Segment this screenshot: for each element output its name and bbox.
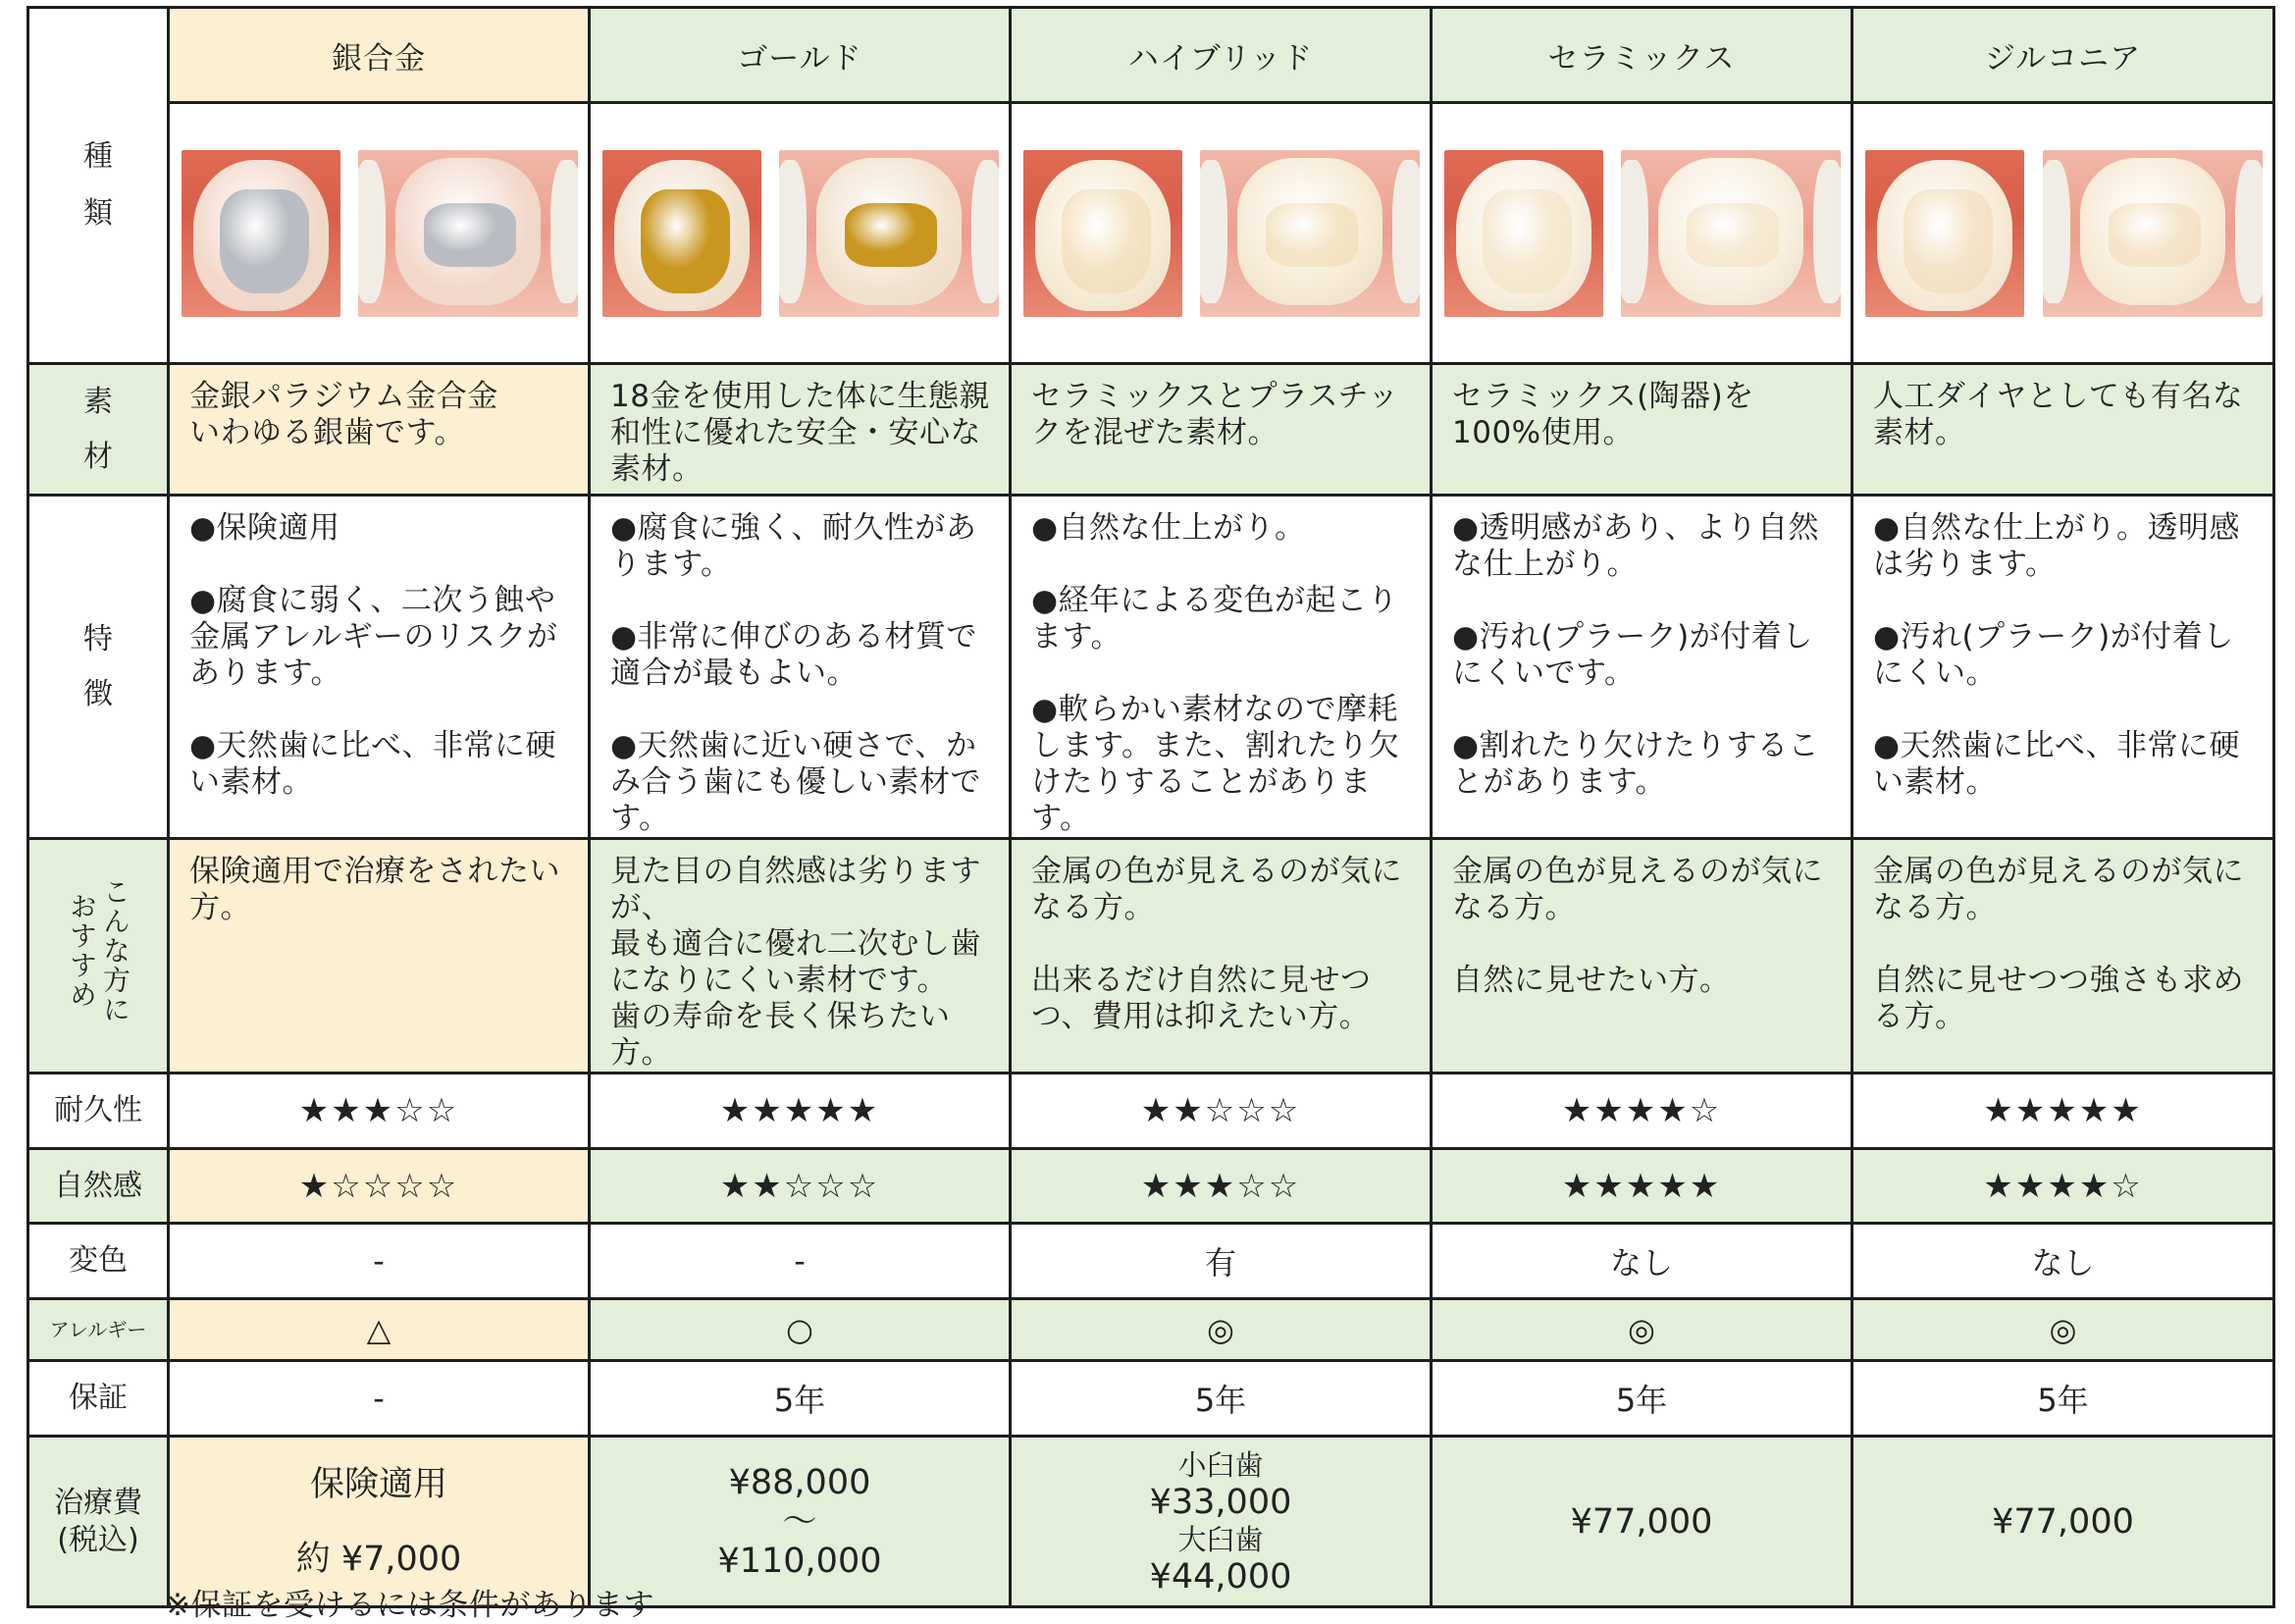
cost-silver-line-2 <box>170 1504 588 1540</box>
material-header-gold: ゴールド <box>590 8 1011 103</box>
cost-gold-line-1: ¥88,000 <box>728 1462 871 1502</box>
recommend-text-gold: 見た目の自然感は劣りますが、 最も適合に優れ二次むし歯になりにくい素材です。 歯の寿命を長く保ちたい方。 <box>590 839 1011 1074</box>
discoloration-hybrid: 有 <box>1011 1224 1432 1299</box>
tooth-photo-side-hybrid <box>1023 150 1182 317</box>
row-label-cost-2: (税込) <box>57 1522 139 1557</box>
cost-silver-line-3: 約 ¥7,000 <box>295 1539 462 1579</box>
naturalness-rating-silver: ★☆☆☆☆ <box>169 1149 590 1224</box>
warranty-hybrid: 5年 <box>1011 1361 1432 1437</box>
tooth-photo-top-ceramics <box>1621 150 1841 317</box>
row-label-features-1: 特 <box>83 621 113 656</box>
header-row <box>28 8 2274 103</box>
row-label-recommend <box>28 839 169 1074</box>
material-row <box>28 364 2274 496</box>
row-label-discoloration: 変色 <box>28 1224 169 1299</box>
row-label-warranty: 保証 <box>28 1361 169 1437</box>
row-label-features-2: 徴 <box>83 676 113 711</box>
cost-gold-line-3: ¥110,000 <box>717 1541 882 1581</box>
durability-rating-hybrid: ★★☆☆☆ <box>1011 1074 1432 1149</box>
cost-gold-line-2: ～ <box>782 1501 817 1542</box>
warranty-zirconia: 5年 <box>1852 1361 2274 1437</box>
row-label-durability: 耐久性 <box>28 1074 169 1149</box>
recommend-text-zirconia: 金属の色が見えるのが気になる方。 自然に見せつつ強さも求める方。 <box>1852 839 2274 1074</box>
row-label-material-1: 素 <box>83 384 113 419</box>
photo-row <box>28 103 2274 364</box>
row-label-features <box>28 496 169 839</box>
durability-rating-silver: ★★★☆☆ <box>169 1074 590 1149</box>
row-label-kind-2: 類 <box>83 196 113 231</box>
material-text-silver: 金銀パラジウム金合金 いわゆる銀歯です。 <box>169 364 590 496</box>
cost-hybrid-line-1: 小臼歯 <box>1177 1447 1264 1482</box>
naturalness-rating-hybrid: ★★★☆☆ <box>1011 1149 1432 1224</box>
tooth-photo-side-gold <box>602 150 761 317</box>
row-label-recommend-text: こんな方におすすめ <box>66 877 131 1025</box>
allergy-hybrid: ◎ <box>1011 1299 1432 1361</box>
discoloration-ceramics: なし <box>1432 1224 1852 1299</box>
recommend-row <box>28 839 2274 1074</box>
tooth-photo-top-hybrid <box>1200 150 1420 317</box>
warranty-gold: 5年 <box>590 1361 1011 1437</box>
features-text-zirconia: ●自然な仕上がり。透明感は劣ります。 ●汚れ(プラーク)が付着しにくい。 ●天然歯に比べ、非常に硬い素材。 <box>1852 496 2274 839</box>
allergy-zirconia: ◎ <box>1852 1299 2274 1361</box>
material-header-hybrid: ハイブリッド <box>1011 8 1432 103</box>
allergy-gold: ○ <box>590 1299 1011 1361</box>
comparison-table <box>26 6 2275 1608</box>
row-label-naturalness: 自然感 <box>28 1149 169 1224</box>
naturalness-rating-gold: ★★☆☆☆ <box>590 1149 1011 1224</box>
features-text-hybrid: ●自然な仕上がり。 ●経年による変色が起こります。 ●軟らかい素材なので摩耗します。また、割れたり欠けたりすることがあります。 <box>1011 496 1432 839</box>
row-label-kind-1: 種 <box>83 139 113 174</box>
material-text-gold: 18金を使用した体に生態親和性に優れた安全・安心な素材。 <box>590 364 1011 496</box>
cost-silver-line-1: 保険適用 <box>309 1464 447 1504</box>
allergy-ceramics: ◎ <box>1432 1299 1852 1361</box>
recommend-text-silver: 保険適用で治療をされたい方。 <box>169 839 590 1074</box>
features-text-ceramics: ●透明感があり、より自然な仕上がり。 ●汚れ(プラーク)が付着しにくいです。 ●割れたり欠けたりすることがあります。 <box>1432 496 1852 839</box>
features-text-gold: ●腐食に強く、耐久性があります。 ●非常に伸びのある材質で適合が最もよい。 ●天然歯に近い硬さで、かみ合う歯にも優しい素材です。 <box>590 496 1011 839</box>
row-label-material-2: 材 <box>83 439 113 474</box>
recommend-text-ceramics: 金属の色が見えるのが気になる方。 自然に見せたい方。 <box>1432 839 1852 1074</box>
warranty-row <box>28 1361 2274 1437</box>
warranty-ceramics: 5年 <box>1432 1361 1852 1437</box>
tooth-photo-side-zirconia <box>1865 150 2024 317</box>
footnote: ※保証を受けるには条件があります <box>165 1588 654 1623</box>
material-header-silver: 銀合金 <box>169 8 590 103</box>
photo-cell-hybrid <box>1011 103 1432 364</box>
photo-cell-gold <box>590 103 1011 364</box>
material-text-zirconia: 人工ダイヤとしても有名な素材。 <box>1852 364 2274 496</box>
cost-hybrid-line-3: 大臼歯 <box>1177 1522 1264 1556</box>
cost-ceramics <box>1432 1437 1852 1607</box>
tooth-photo-side-silver <box>182 150 340 317</box>
recommend-text-hybrid: 金属の色が見えるのが気になる方。 出来るだけ自然に見せつつ、費用は抑えたい方。 <box>1011 839 1432 1074</box>
material-header-zirconia: ジルコニア <box>1852 8 2274 103</box>
naturalness-rating-ceramics: ★★★★★ <box>1432 1149 1852 1224</box>
cost-hybrid-line-4: ¥44,000 <box>1149 1556 1292 1597</box>
cost-ceramics-line-1: ¥77,000 <box>1570 1501 1713 1542</box>
tooth-photo-top-gold <box>779 150 999 317</box>
photo-cell-zirconia <box>1852 103 2274 364</box>
features-row <box>28 496 2274 839</box>
cost-zirconia-line-1: ¥77,000 <box>1992 1501 2134 1542</box>
row-label-cost-1: 治療費 <box>54 1485 142 1520</box>
durability-rating-zirconia: ★★★★★ <box>1852 1074 2274 1149</box>
discoloration-silver: - <box>169 1224 590 1299</box>
naturalness-row <box>28 1149 2274 1224</box>
tooth-photo-side-ceramics <box>1444 150 1603 317</box>
material-text-ceramics: セラミックス(陶器)を100%使用。 <box>1432 364 1852 496</box>
tooth-photo-top-silver <box>358 150 578 317</box>
material-text-hybrid: セラミックスとプラスチックを混ぜた素材。 <box>1011 364 1432 496</box>
discoloration-row <box>28 1224 2274 1299</box>
naturalness-rating-zirconia: ★★★★☆ <box>1852 1149 2274 1224</box>
durability-row <box>28 1074 2274 1149</box>
allergy-silver: △ <box>169 1299 590 1361</box>
discoloration-zirconia: なし <box>1852 1224 2274 1299</box>
cost-hybrid <box>1011 1437 1432 1607</box>
features-text-silver: ●保険適用 ●腐食に弱く、二次う蝕や金属アレルギーのリスクがあります。 ●天然歯に比べ、非常に硬い素材。 <box>169 496 590 839</box>
cost-hybrid-line-2: ¥33,000 <box>1149 1482 1292 1522</box>
photo-cell-silver <box>169 103 590 364</box>
durability-rating-ceramics: ★★★★☆ <box>1432 1074 1852 1149</box>
warranty-silver: - <box>169 1361 590 1437</box>
row-label-cost <box>28 1437 169 1607</box>
discoloration-gold: - <box>590 1224 1011 1299</box>
cost-zirconia <box>1852 1437 2274 1607</box>
row-label-material <box>28 364 169 496</box>
allergy-row <box>28 1299 2274 1361</box>
row-label-kind <box>28 8 169 364</box>
durability-rating-gold: ★★★★★ <box>590 1074 1011 1149</box>
row-label-allergy: アレルギー <box>28 1299 169 1361</box>
tooth-photo-top-zirconia <box>2043 150 2263 317</box>
material-header-ceramics: セラミックス <box>1432 8 1852 103</box>
photo-cell-ceramics <box>1432 103 1852 364</box>
